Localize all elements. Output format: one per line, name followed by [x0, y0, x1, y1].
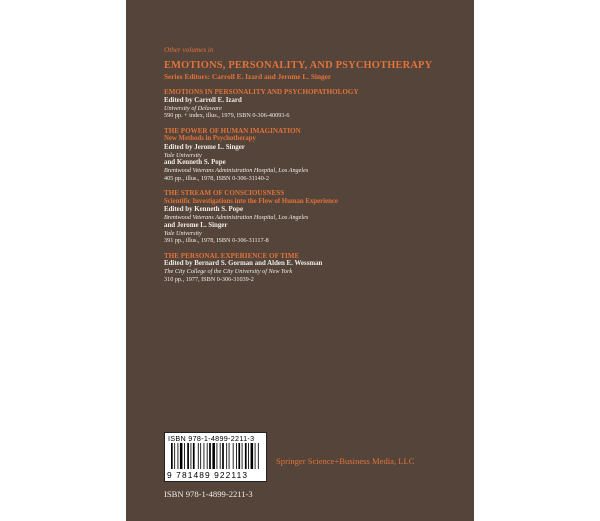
- book-entry: [164, 252, 464, 284]
- book-editor: Edited by Bernard S. Gorman and Alden E. Wessman: [164, 260, 323, 267]
- book-subtitle: New Methods in Psychotherapy: [164, 135, 256, 142]
- book-co-affiliation: Yale University: [164, 229, 202, 237]
- book-title: THE PERSONAL EXPERIENCE OF TIME: [164, 251, 300, 260]
- book-title: THE POWER OF HUMAN IMAGINATION: [164, 126, 301, 135]
- book-affiliation: Yale University: [164, 151, 202, 159]
- book-editor: Edited by Carroll E. Izard: [164, 96, 242, 104]
- barcode-digits: 9 781489 922113: [167, 470, 249, 480]
- barcode-label: [164, 432, 267, 482]
- book-co-editor: and Jerome L. Singer: [164, 221, 228, 229]
- book-affiliation: Brentwood Veterans Administration Hospital, Los Angeles: [164, 214, 309, 221]
- book-title: THE STREAM OF CONSCIOUSNESS: [164, 189, 285, 197]
- book-subtitle: Scientific Investigations into the Flow of Human Experience: [164, 197, 338, 205]
- barcode-graphic: [171, 443, 261, 469]
- series-listing: [164, 46, 464, 283]
- book-meta: 405 pp., illus., 1978, ISBN 0-306-31140-2: [164, 174, 269, 182]
- back-cover: [126, 0, 474, 521]
- book-entry: [164, 88, 464, 120]
- isbn-text: ISBN 978-1-4899-2211-3: [164, 489, 253, 499]
- book-entry: [164, 127, 464, 183]
- publisher-name: Springer Science+Business Media, LLC: [276, 456, 415, 466]
- book-editor: Edited by Kenneth S. Pope: [164, 206, 244, 213]
- intro-text: Other volumes in: [164, 46, 214, 54]
- series-editors: Series Editors: Carroll E. Izard and Jerome L. Singer: [164, 72, 332, 81]
- book-affiliation: The City College of the City University of New York: [164, 268, 293, 275]
- book-meta: 590 pp. + index, illus., 1979, ISBN 0-306-40093-6: [164, 112, 290, 119]
- book-entry: [164, 189, 464, 245]
- book-meta: 391 pp., illus., 1978, ISBN 0-306-31117-8: [164, 237, 269, 244]
- book-editor: Edited by Jerome L. Singer: [164, 143, 245, 151]
- book-affiliation: University of Delaware: [164, 104, 222, 112]
- book-title: EMOTIONS IN PERSONALITY AND PSYCHOPATHOLOGY: [164, 88, 359, 96]
- series-title: EMOTIONS, PERSONALITY, AND PSYCHOTHERAPY: [164, 60, 433, 71]
- barcode-isbn: ISBN 978-1-4899-2211-3: [168, 434, 255, 443]
- book-meta: 310 pp., 1977, ISBN 0-306-31039-2: [164, 275, 254, 283]
- book-co-affiliation: Brentwood Veterans Administration Hospital, Los Angeles: [164, 167, 309, 174]
- book-co-editor: and Kenneth S. Pope: [164, 159, 226, 166]
